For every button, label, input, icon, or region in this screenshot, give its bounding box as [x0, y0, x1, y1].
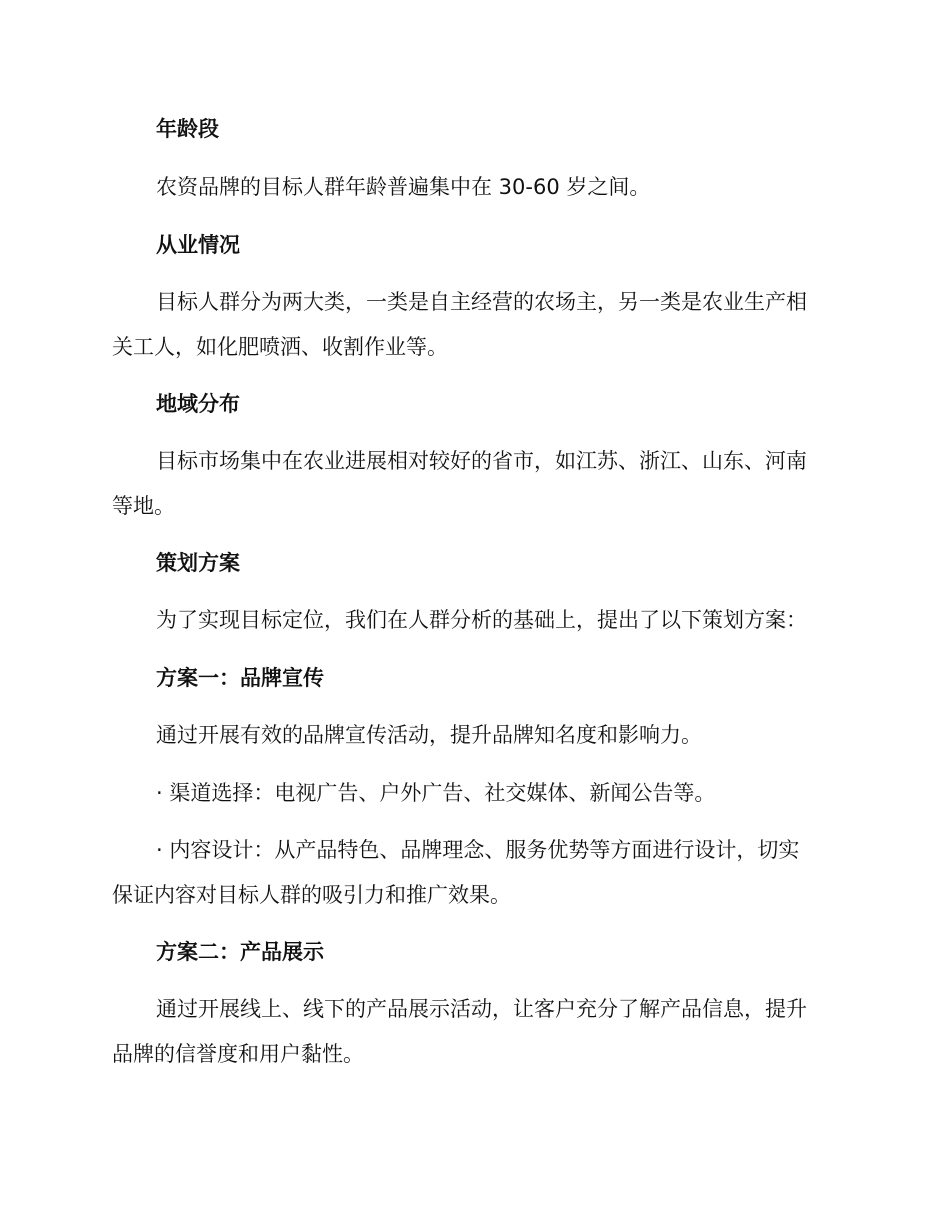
- paragraph-line: 通过开展线上、线下的产品展示活动，让客户充分了解产品信息，提升: [156, 997, 807, 1021]
- bullet-item: · 渠道选择：电视广告、户外广告、社交媒体、新闻公告等。: [156, 781, 716, 805]
- section-heading-region: 地域分布: [156, 392, 240, 416]
- section-heading-plan: 策划方案: [156, 551, 240, 575]
- paragraph-line: 等地。: [112, 494, 175, 518]
- bullet-item: · 内容设计：从产品特色、品牌理念、服务优势等方面进行设计，切实: [156, 838, 800, 862]
- paragraph-line: 保证内容对目标人群的吸引力和推广效果。: [112, 883, 511, 907]
- section-heading-age: 年龄段: [156, 117, 219, 141]
- section-heading-plan-one: 方案一：品牌宣传: [156, 666, 324, 690]
- section-heading-occupation: 从业情况: [156, 233, 240, 257]
- paragraph-line: 品牌的信誉度和用户黏性。: [112, 1042, 364, 1066]
- paragraph-line: 关工人，如化肥喷洒、收割作业等。: [112, 335, 448, 359]
- section-heading-plan-two: 方案二：产品展示: [156, 940, 324, 964]
- paragraph-line: 目标市场集中在农业进展相对较好的省市，如江苏、浙江、山东、河南: [156, 449, 807, 473]
- paragraph-line: 为了实现目标定位，我们在人群分析的基础上，提出了以下策划方案：: [156, 608, 807, 632]
- paragraph-line: 通过开展有效的品牌宣传活动，提升品牌知名度和影响力。: [156, 723, 702, 747]
- paragraph-line: 目标人群分为两大类，一类是自主经营的农场主，另一类是农业生产相: [156, 290, 807, 314]
- paragraph-line: 农资品牌的目标人群年龄普遍集中在 30-60 岁之间。: [156, 175, 651, 199]
